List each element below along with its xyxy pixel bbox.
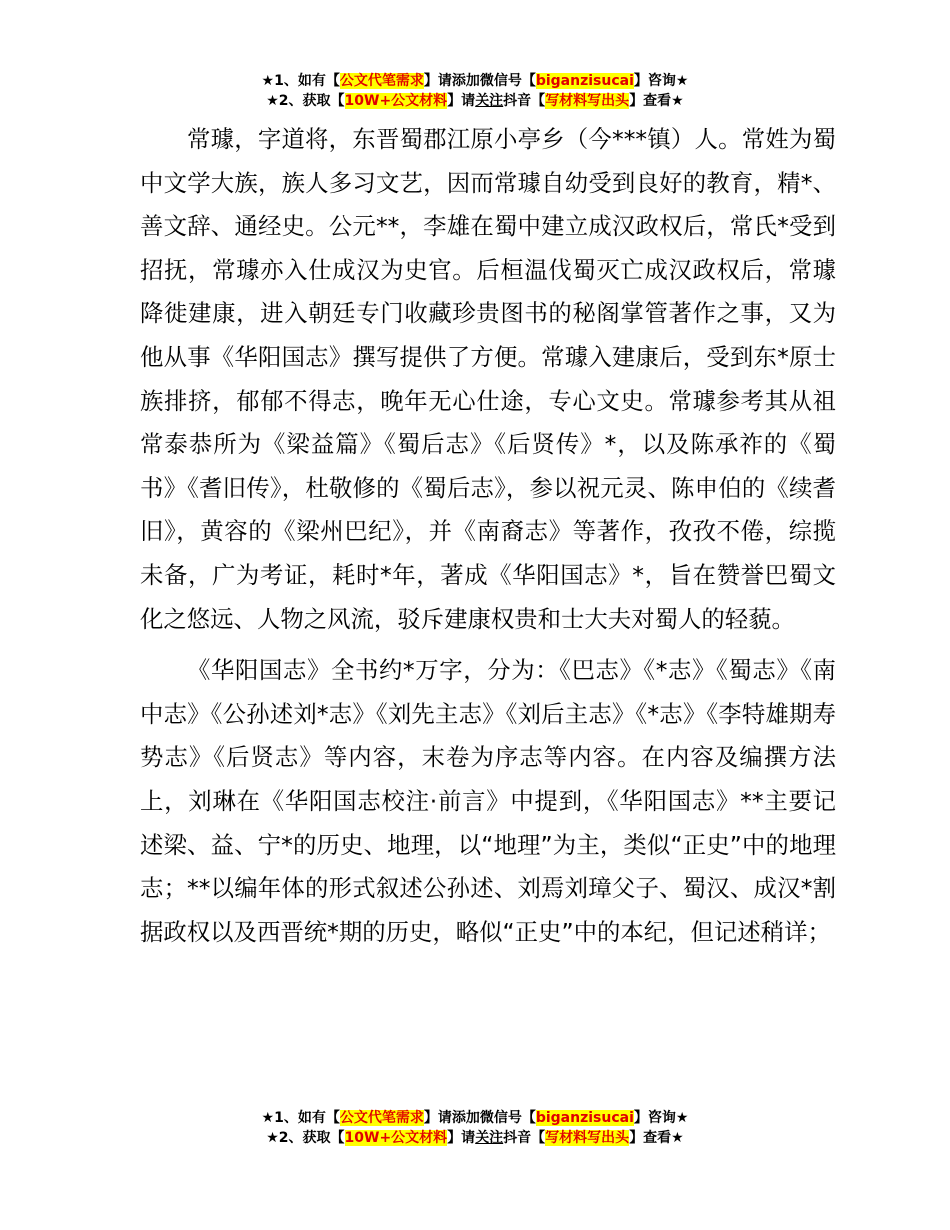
banner-text: 】请添加微信号【 — [423, 1110, 536, 1126]
banner-text: 抖音【 — [503, 1130, 546, 1146]
banner-text: ★1、如有【 — [261, 73, 340, 89]
banner-highlight: 10W+公文材料 — [344, 1130, 448, 1146]
banner-highlight: 公文代笔需求 — [339, 73, 424, 89]
header-banner-line-2 — [0, 91, 950, 111]
banner-text: ★2、获取【 — [266, 1130, 345, 1146]
banner-text: ★2、获取【 — [266, 93, 345, 109]
paragraph-2: 《华阳国志》全书约*万字，分为：《巴志》《*志》《蜀志》《南中志》《公孙述刘*志》《刘先主志》《刘后主志》《*志》《李特雄期寿势志》《后贤志》等内容，末卷为序志等内容。在内容及编撰方法上，刘琳在《华阳国志校注·前言》中提到，《华阳国志》**主要记述梁、益、宁*的历史、地理，以“地理”为主，类似“正史”中的地理志；**以编年体的形式叙述公孙述、刘焉刘璋父子、蜀汉、成汉*割据政权以及西晋统*期的历史，略似“正史”中的本纪，但记述稍详； — [140, 656, 836, 946]
footer-banner — [0, 1108, 950, 1148]
footer-banner-line-2 — [0, 1128, 950, 1148]
banner-text: 】查看★ — [629, 1130, 684, 1146]
banner-text: 】咨询★ — [633, 1110, 689, 1126]
header-banner — [0, 71, 950, 111]
banner-highlight: 10W+公文材料 — [344, 93, 448, 109]
banner-underlined: 关注 — [475, 93, 504, 109]
banner-highlight: 写材料写出头 — [545, 1130, 630, 1146]
document-body — [140, 118, 836, 954]
banner-highlight: biganzisucai — [535, 73, 634, 89]
banner-text: 】咨询★ — [633, 73, 689, 89]
footer-banner-line-1 — [0, 1108, 950, 1128]
paragraph-1: 常璩，字道将，东晋蜀郡江原小亭乡（今***镇）人。常姓为蜀中文学大族，族人多习文艺，因而常璩自幼受到良好的教育，精*、善文辞、通经史。公元**，李雄在蜀中建立成汉政权后，常氏*受到招抚，常璩亦入仕成汉为史官。后桓温伐蜀灭亡成汉政权后，常璩降徙建康，进入朝廷专门收藏珍贵图书的秘阁掌管著作之事，又为他从事《华阳国志》撰写提供了方便。常璩入建康后，受到东*原士族排挤，郁郁不得志，晚年无心仕途，专心文史。常璩参考其从祖常泰恭所为《梁益篇》《蜀后志》《后贤传》*，以及陈承祚的《蜀书》《耆旧传》，杜敬修的《蜀后志》，参以祝元灵、陈申伯的《续耆旧》，黄容的《梁州巴纪》，并《南裔志》等著作，孜孜不倦，综揽未备，广为考证，耗时*年，著成《华阳国志》*，旨在赞誉巴蜀文化之悠远、人物之风流，驳斥建康权贵和士大夫对蜀人的轻藐。 — [140, 125, 836, 633]
banner-text: 】查看★ — [629, 93, 684, 109]
banner-text: 】请添加微信号【 — [423, 73, 536, 89]
banner-text: 】请 — [447, 1130, 476, 1146]
banner-text: ★1、如有【 — [261, 1110, 340, 1126]
banner-highlight: 公文代笔需求 — [339, 1110, 424, 1126]
banner-underlined: 关注 — [475, 1130, 504, 1146]
header-banner-line-1 — [0, 71, 950, 91]
banner-text: 】请 — [447, 93, 476, 109]
banner-highlight: biganzisucai — [535, 1110, 634, 1126]
banner-highlight: 写材料写出头 — [545, 93, 630, 109]
banner-text: 抖音【 — [503, 93, 546, 109]
